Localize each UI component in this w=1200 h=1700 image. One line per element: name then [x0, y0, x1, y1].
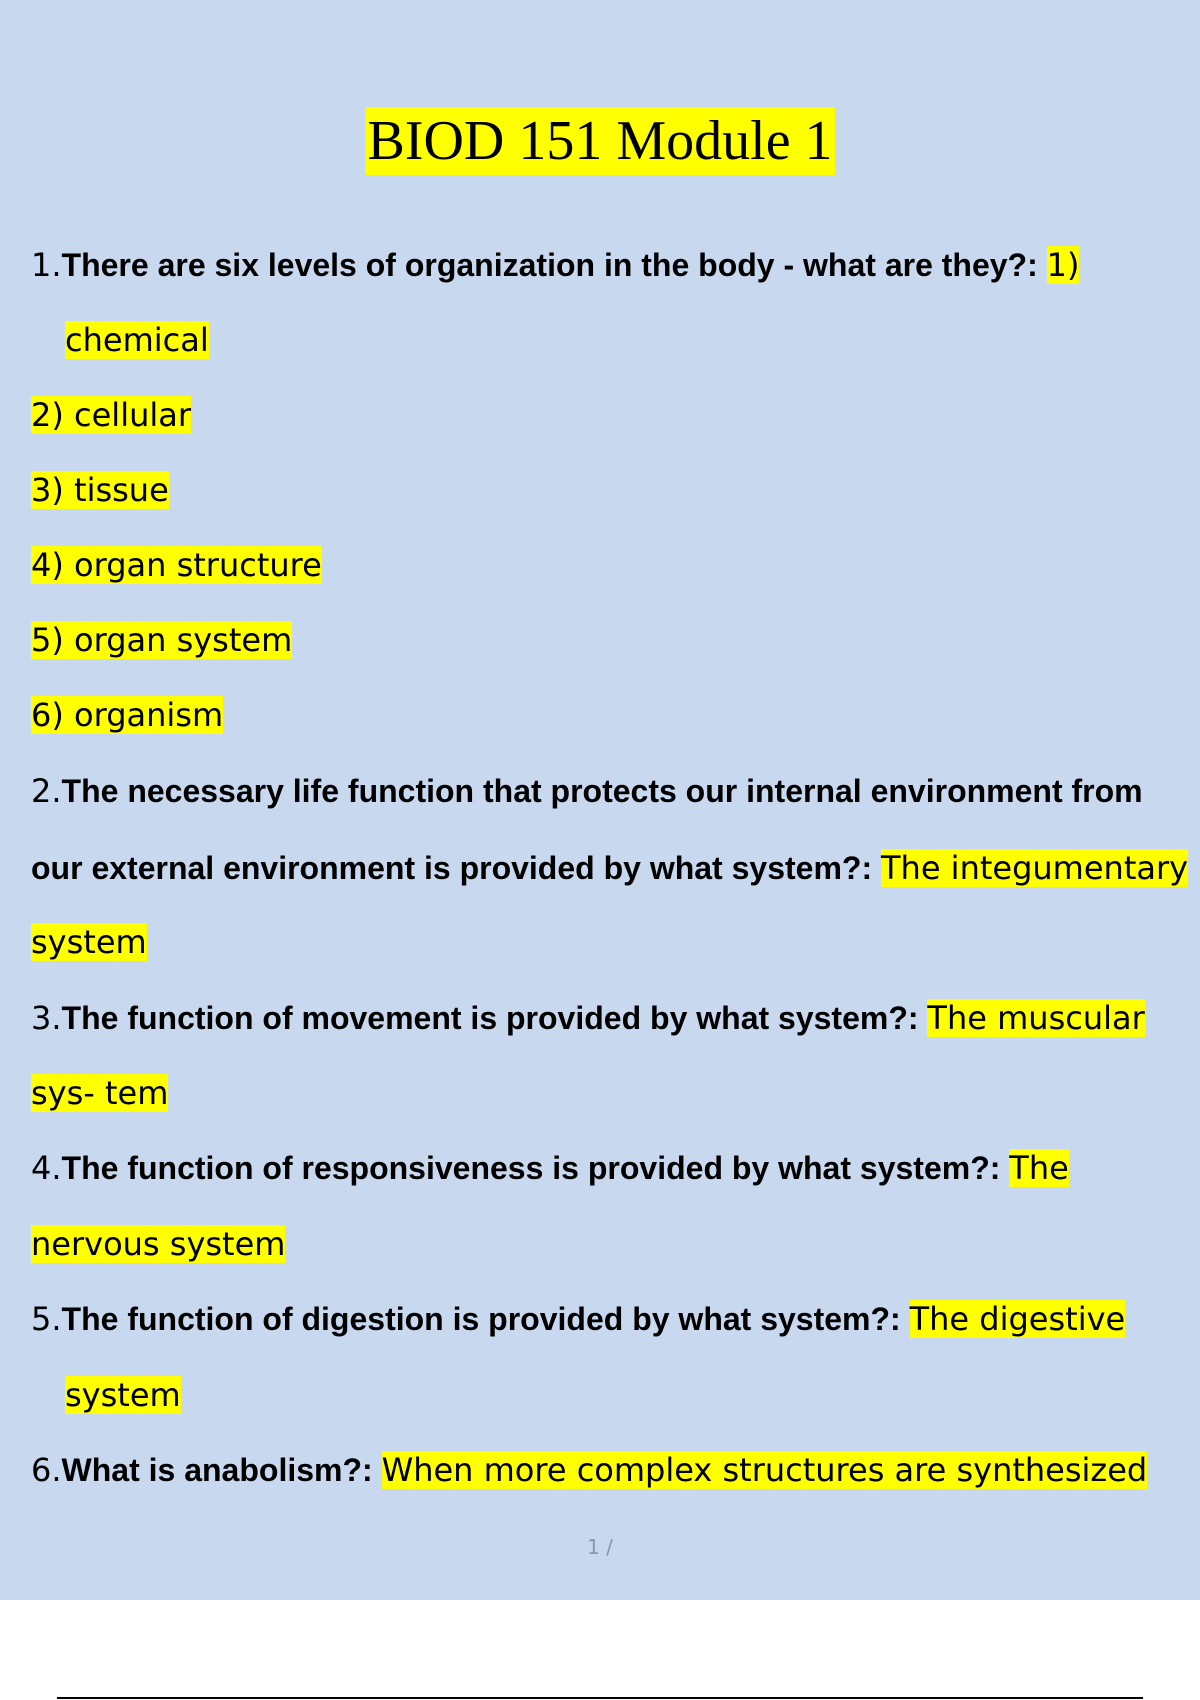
question-number: 2.	[31, 772, 62, 810]
answer-4-continuation	[31, 1222, 285, 1266]
question-text: What is anabolism?:	[61, 1452, 382, 1488]
question-text: The function of movement is provided by what system?:	[61, 1000, 928, 1036]
question-text: There are six levels of organization in the body - what are they?:	[61, 247, 1047, 283]
level-item	[31, 393, 191, 437]
answer-text: system	[31, 923, 147, 961]
answer-text: system	[65, 1376, 181, 1414]
answer-text: nervous system	[31, 1225, 286, 1263]
question-1	[31, 243, 1079, 287]
question-5	[31, 1297, 1125, 1341]
level-text: organ structure	[74, 546, 322, 584]
question-number: 3.	[31, 999, 62, 1037]
question-6	[31, 1448, 1147, 1492]
answer-text: sys- tem	[31, 1074, 169, 1112]
level-gap	[64, 621, 74, 659]
question-4	[31, 1146, 1069, 1190]
level-number: 5)	[31, 621, 64, 659]
question-text: The function of digestion is provided by what system?:	[61, 1301, 910, 1337]
question-number: 6.	[31, 1451, 62, 1489]
answer-text: When more complex structures are synthesized	[381, 1451, 1148, 1489]
level-gap	[64, 471, 74, 509]
level-number: 4)	[31, 546, 64, 584]
answer-5-continuation	[65, 1373, 181, 1417]
answer-3-continuation	[31, 1071, 168, 1115]
question-text: The necessary life function that protects our internal environment from	[61, 773, 1143, 809]
footer-divider	[57, 1697, 1143, 1699]
page-number: 1 /	[587, 1535, 613, 1559]
level-number: 6)	[31, 696, 64, 734]
level-item	[31, 693, 223, 737]
question-number: 4.	[31, 1149, 62, 1187]
level-item	[31, 468, 169, 512]
question-number: 5.	[31, 1300, 62, 1338]
question-3	[31, 996, 1145, 1040]
answer-1-continuation	[65, 318, 209, 362]
level-gap	[64, 396, 74, 434]
answer-text: The muscular	[927, 999, 1145, 1037]
level-text: tissue	[74, 471, 169, 509]
question-text: The function of responsiveness is provided by what system?:	[61, 1150, 1010, 1186]
answer-text: The integumentary	[880, 849, 1189, 887]
level-text: organism	[74, 696, 224, 734]
answer-text: The	[1009, 1149, 1069, 1187]
answer-text: chemical	[65, 321, 209, 359]
question-text: our external environment is provided by what system?:	[31, 850, 881, 886]
answer-2-continuation	[31, 920, 147, 964]
answer-text: The digestive	[909, 1300, 1126, 1338]
level-gap	[64, 696, 74, 734]
level-item	[31, 543, 322, 587]
level-item	[31, 618, 292, 662]
question-2-continuation	[31, 846, 1188, 890]
title-container	[0, 107, 1200, 175]
document-title: BIOD 151 Module 1	[365, 107, 834, 175]
level-gap	[64, 546, 74, 584]
level-number: 3)	[31, 471, 64, 509]
question-number: 1.	[31, 246, 62, 284]
question-2	[31, 769, 1143, 813]
level-number: 2)	[31, 396, 64, 434]
answer-text: 1)	[1046, 246, 1080, 284]
level-text: organ system	[74, 621, 293, 659]
level-text: cellular	[74, 396, 192, 434]
